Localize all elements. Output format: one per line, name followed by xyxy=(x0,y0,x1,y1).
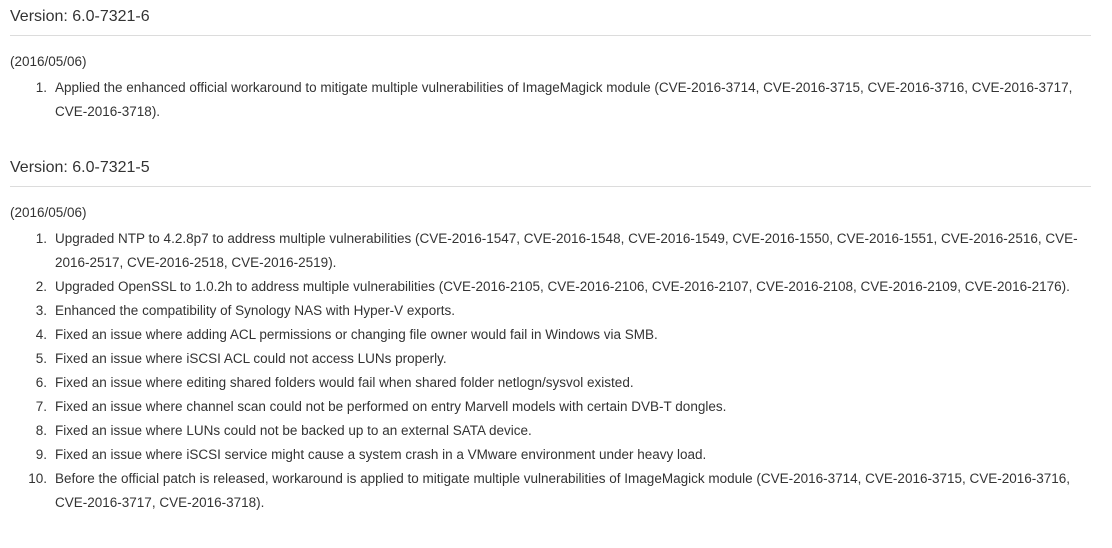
list-item xyxy=(10,395,1091,419)
list-item xyxy=(10,419,1091,443)
list-item-number: 8. xyxy=(35,423,47,438)
version-title: Version: 6.0-7321-5 xyxy=(10,151,1091,187)
release-notes-list xyxy=(10,76,1091,124)
list-item xyxy=(10,227,1091,275)
list-item-number: 4. xyxy=(35,327,47,342)
list-item xyxy=(10,443,1091,467)
list-item-text: Fixed an issue where LUNs could not be backed up to an external SATA device. xyxy=(55,423,532,438)
list-item-text: Upgraded NTP to 4.2.8p7 to address multiple vulnerabilities (CVE-2016-1547, CVE-2016-1548, CVE-2016-1549, CVE-2016-1550, CVE-2016-1551, CVE-2016-2516, CVE-2016-2517, CVE-2016-2518, CVE-2016-2519). xyxy=(55,231,1078,270)
list-item-text: Fixed an issue where adding ACL permissions or changing file owner would fail in Windows via SMB. xyxy=(55,327,658,342)
list-item xyxy=(10,323,1091,347)
list-item-text: Fixed an issue where iSCSI service might cause a system crash in a VMware environment under heavy load. xyxy=(55,447,707,462)
list-item-text: Enhanced the compatibility of Synology NAS with Hyper-V exports. xyxy=(55,303,455,318)
release-notes-list xyxy=(10,227,1091,515)
release-section xyxy=(10,0,1091,124)
list-item xyxy=(10,275,1091,299)
list-item-text: Applied the enhanced official workaround to mitigate multiple vulnerabilities of ImageMagick module (CVE-2016-3714, CVE-2016-3715, CVE-2016-3716, CVE-2016-3717, CVE-2016-3718). xyxy=(55,80,1073,119)
list-item-text: Fixed an issue where iSCSI ACL could not access LUNs properly. xyxy=(55,351,447,366)
list-item-number: 9. xyxy=(35,447,47,462)
list-item-number: 2. xyxy=(35,279,47,294)
list-item-number: 1. xyxy=(35,80,47,95)
list-item-text: Fixed an issue where editing shared folders would fail when shared folder netlogn/sysvol existed. xyxy=(55,375,634,390)
list-item-number: 3. xyxy=(35,303,47,318)
release-date: (2016/05/06) xyxy=(10,205,87,220)
list-item-number: 10. xyxy=(28,471,47,486)
release-section xyxy=(10,151,1091,515)
list-item-text: Fixed an issue where channel scan could not be performed on entry Marvell models with certain DVB-T dongles. xyxy=(55,399,727,414)
list-item-text: Before the official patch is released, workaround is applied to mitigate multiple vulnerabilities of ImageMagick module (CVE-2016-3714, CVE-2016-3715, CVE-2016-3716, CVE-2016-3717, CVE-2016-3718). xyxy=(55,471,1071,510)
list-item-number: 5. xyxy=(35,351,47,366)
list-item xyxy=(10,371,1091,395)
version-title: Version: 6.0-7321-6 xyxy=(10,0,1091,36)
list-item-text: Upgraded OpenSSL to 1.0.2h to address multiple vulnerabilities (CVE-2016-2105, CVE-2016-2106, CVE-2016-2107, CVE-2016-2108, CVE-2016-2109, CVE-2016-2176). xyxy=(55,279,1070,294)
list-item-number: 7. xyxy=(35,399,47,414)
list-item-number: 1. xyxy=(35,231,47,246)
list-item xyxy=(10,467,1091,515)
list-item xyxy=(10,76,1091,124)
list-item-number: 6. xyxy=(35,375,47,390)
list-item xyxy=(10,347,1091,371)
release-date: (2016/05/06) xyxy=(10,54,87,69)
list-item xyxy=(10,299,1091,323)
